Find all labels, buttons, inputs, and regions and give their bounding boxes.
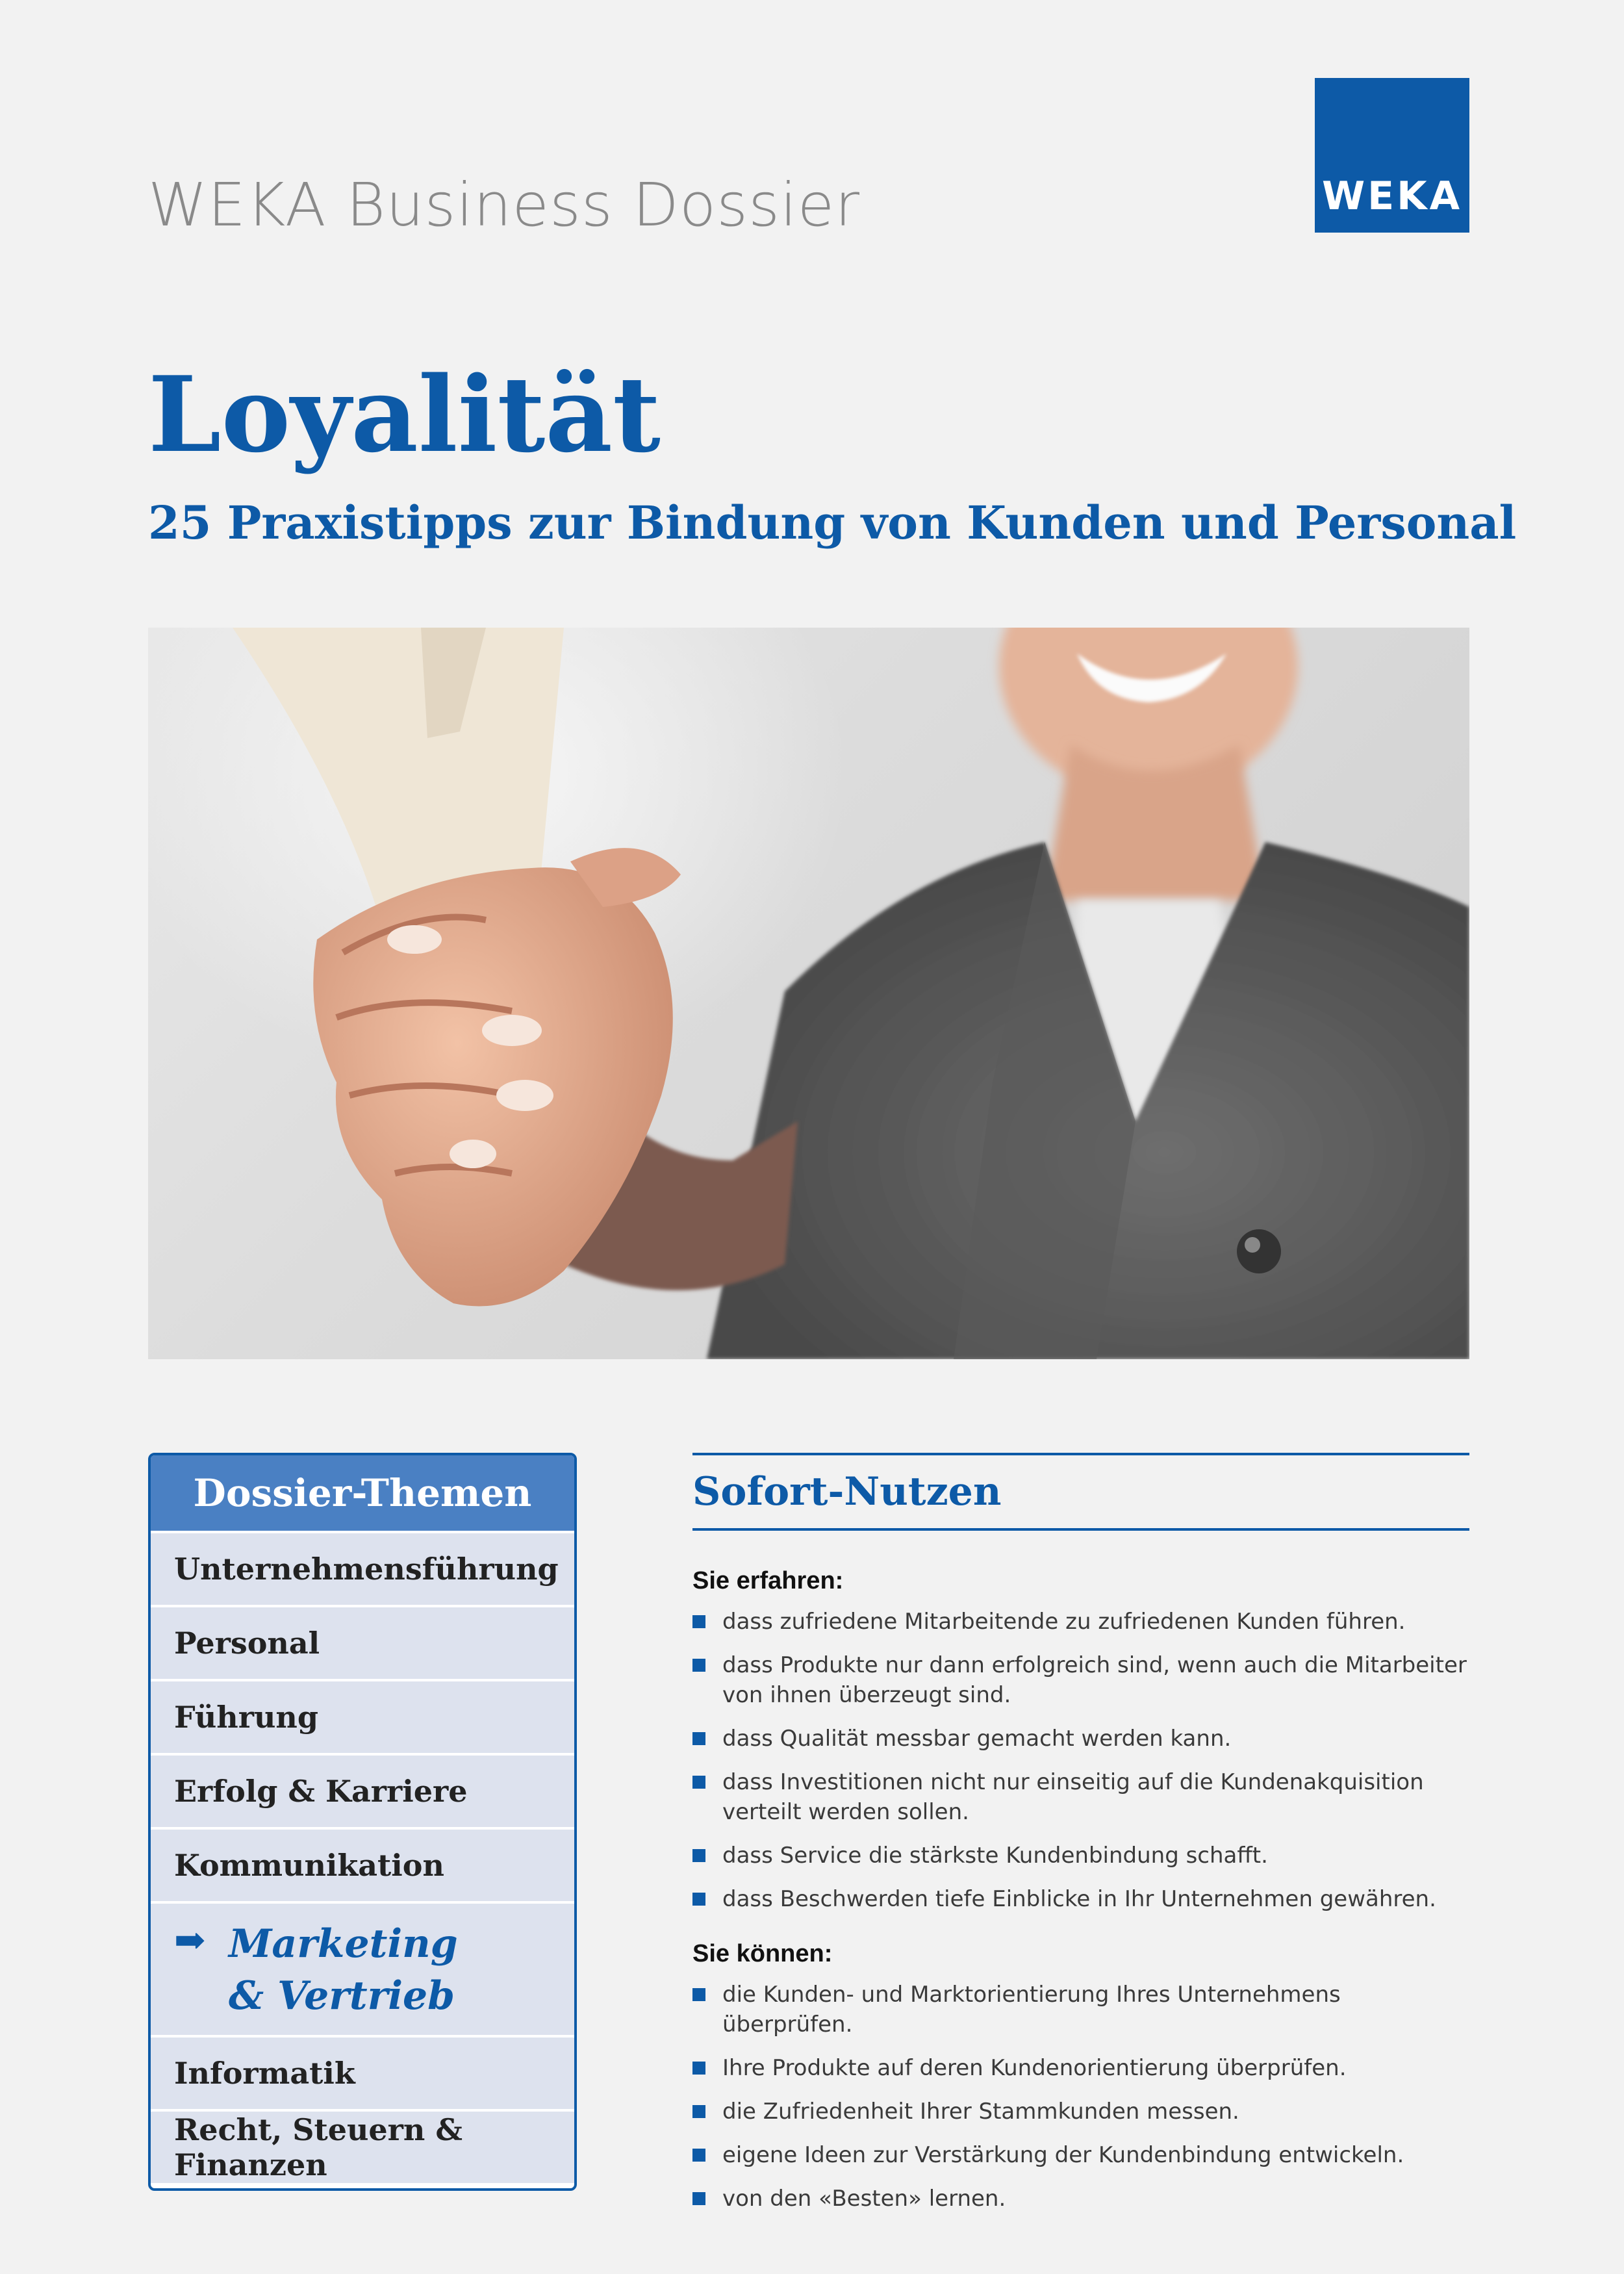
cover-photo-handshake <box>148 628 1469 1359</box>
section-heading-erfahren: Sie erfahren: <box>692 1567 844 1594</box>
list-item: die Kunden- und Marktorientierung Ihres Unternehmens überprüfen. <box>692 1980 1469 2039</box>
handshake-illustration <box>148 628 1469 1359</box>
topic-item-erfolg-karriere[interactable]: Erfolg & Karriere <box>151 1753 574 1827</box>
list-item: eigene Ideen zur Verstärkung der Kundenbindung entwickeln. <box>692 2140 1469 2170</box>
list-item: von den «Besten» lernen. <box>692 2184 1469 2214</box>
topic-item-recht-steuern-finanzen[interactable]: Recht, Steuern & Finanzen <box>151 2109 574 2183</box>
benefits-title: Sofort-Nutzen <box>692 1469 1002 1514</box>
bullet-square-icon <box>692 1776 705 1789</box>
topic-item-informatik[interactable]: Informatik <box>151 2035 574 2109</box>
document-subtitle: 25 Praxistipps zur Bindung von Kunden und Personal <box>148 496 1517 550</box>
logo-text: WEKA <box>1321 173 1463 219</box>
bullet-square-icon <box>692 1659 705 1672</box>
bullet-square-icon <box>692 1849 705 1862</box>
divider-bottom <box>692 1528 1469 1531</box>
document-title: Loyalität <box>148 353 661 476</box>
list-erfahren <box>692 1607 1469 1914</box>
list-item: dass Investitionen nicht nur einseitig auf die Kundenakquisition verteilt werden sollen. <box>692 1767 1469 1827</box>
bullet-square-icon <box>692 2192 705 2205</box>
list-koennen <box>692 1980 1469 2214</box>
bullet-square-icon <box>692 2105 705 2118</box>
series-title: WEKA Business Dossier <box>148 170 861 240</box>
list-item: dass zufriedene Mitarbeitende zu zufriedenen Kunden führen. <box>692 1607 1469 1637</box>
dossier-topics-box <box>148 1453 577 2191</box>
section-heading-koennen: Sie können: <box>692 1940 833 1967</box>
bullet-square-icon <box>692 2062 705 2075</box>
bullet-square-icon <box>692 1988 705 2001</box>
list-item: dass Beschwerden tiefe Einblicke in Ihr Unternehmen gewähren. <box>692 1884 1469 1914</box>
topic-item-unternehmensfuehrung[interactable]: Unternehmensführung <box>151 1531 574 1605</box>
bullet-square-icon <box>692 1893 705 1906</box>
topic-item-marketing-vertrieb[interactable]: ➡ Marketing & Vertrieb <box>151 1901 574 2035</box>
bullet-square-icon <box>692 2149 705 2162</box>
list-item: die Zufriedenheit Ihrer Stammkunden messen. <box>692 2097 1469 2127</box>
sofort-nutzen-section <box>692 1453 1469 2227</box>
topic-item-personal[interactable]: Personal <box>151 1605 574 1679</box>
list-item: dass Qualität messbar gemacht werden kann. <box>692 1724 1469 1754</box>
weka-logo <box>1315 78 1469 233</box>
list-item: dass Produkte nur dann erfolgreich sind, wenn auch die Mitarbeiter von ihnen überzeugt sind. <box>692 1650 1469 1710</box>
list-item: dass Service die stärkste Kundenbindung schafft. <box>692 1841 1469 1871</box>
bullet-square-icon <box>692 1732 705 1745</box>
arrow-right-icon: ➡ <box>174 1918 206 1962</box>
topic-item-fuehrung[interactable]: Führung <box>151 1679 574 1753</box>
list-item: Ihre Produkte auf deren Kundenorientierung überprüfen. <box>692 2053 1469 2083</box>
bullet-square-icon <box>692 1615 705 1628</box>
topic-item-kommunikation[interactable]: Kommunikation <box>151 1827 574 1901</box>
topics-header: Dossier-Themen <box>151 1455 574 1531</box>
